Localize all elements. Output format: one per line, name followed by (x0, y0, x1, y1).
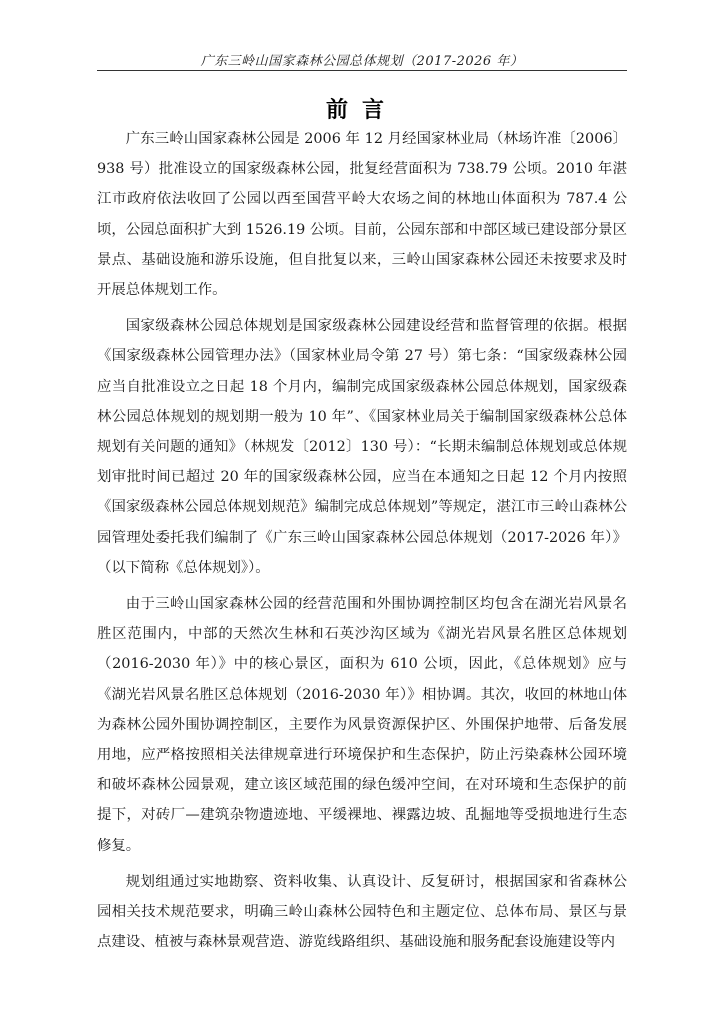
running-header: 广东三岭山国家森林公园总体规划（2017-2026 年） (200, 54, 524, 69)
paragraph: 由于三岭山国家森林公园的经营范围和外围协调控制区均包含在湖光岩风景名胜区范围内，中部的天然次生林和石英沙沟区域为《湖光岩风景名胜区总体规划（2016-2030 年）》中的核心景区，面积为 610 公顷，因此，《总体规划》应与《湖光岩风景名胜区总体规划（2016-2030 年）》相协调。其次，收回的林地山体为森林公园外围协调控制区，主要作为风景资源保护区、外围保护地带、后备发展用地，应严格按照相关法律规章进行环境保护和生态保护，防止污染森林公园环境和破坏森林公园景观，建立该区域范围的绿色缓冲空间，在对环境和生态保护的前提下，对砖厂—建筑杂物遗迹地、平缓裸地、裸露边坡、乱掘地等受损地进行生态修复。 (97, 596, 627, 854)
page-title: 前言 (325, 98, 398, 123)
header-rule (97, 70, 627, 71)
paragraph: 国家级森林公园总体规划是国家级森林公园建设经营和监督管理的依据。根据《国家级森林公园管理办法》（国家林业局令第 27 号）第七条：“国家级森林公园应当自批准设立之日起 18 个月内，编制完成国家级森林公园总体规划，国家级森林公园总体规划的规划期一般为 10 年”、《国家林业局关于编制国家级森林公总体规划有关问题的通知》（林规发〔2012〕130 号）：“长期未编制总体规划或总体规划审批时间已超过 20 年的国家级森林公园，应当在本通知之日起 12 个月内按照《国家级森林公园总体规划规范》编制完成总体规划”等规定，湛江市三岭山森林公园管理处委托我们编制了《广东三岭山国家森林公园总体规划（2017-2026 年）》（以下简称《总体规划》）。 (97, 318, 627, 576)
paragraph: 广东三岭山国家森林公园是 2006 年 12 月经国家林业局（林场许准〔2006〕938 号）批准设立的国家级森林公园，批复经营面积为 738.79 公顷。2010 年湛江市政府依法收回了公园以西至国营平岭大农场之间的林地山体面积为 787.4 公顷，公园总面积扩大到 1526.19 公顷。目前，公园东部和中部区域已建设部分景区景点、基础设施和游乐设施，但自批复以来，三岭山国家森林公园还未按要求及时开展总体规划工作。 (97, 131, 627, 299)
paragraph: 规划组通过实地勘察、资料收集、认真设计、反复研讨，根据国家和省森林公园相关技术规范要求，明确三岭山森林公园特色和主题定位、总体布局、景区与景点建设、植被与森林景观营造、游览线路组织、基础设施和服务配套设施建设等内 (97, 873, 627, 951)
body-text (97, 124, 627, 963)
